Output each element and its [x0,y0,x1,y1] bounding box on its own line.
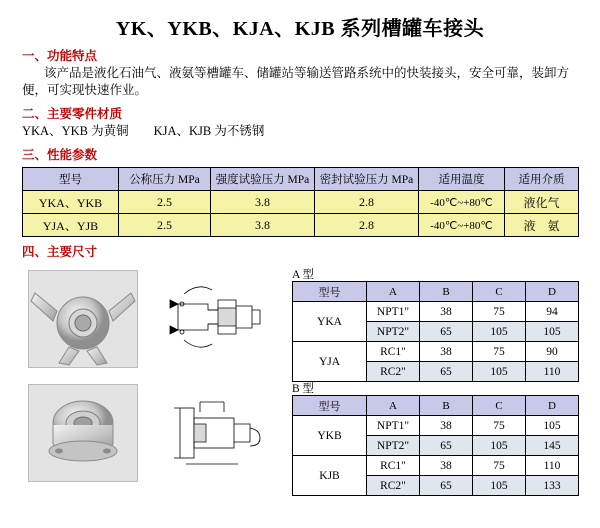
col-header-c: C [473,282,526,302]
cell-temperature: -40℃~+80℃ [419,191,505,214]
cell-model: YJA [293,342,367,382]
dimension-table-b [292,395,579,496]
cell-a: NPT1" [367,302,420,322]
page-title: YK、YKB、KJA、KJB 系列槽罐车接头 [115,18,485,40]
table-row [293,456,579,476]
coupling-photo-a-graphic [29,271,137,367]
cell-nominal-pressure: 2.5 [119,214,211,237]
col-header-model: 型号 [23,168,119,191]
col-header-c: C [473,396,526,416]
col-header-d: D [526,396,579,416]
cell-b: 38 [420,342,473,362]
type-label-b: B 型 [292,383,315,395]
col-header-a: A [367,396,420,416]
cell-c: 105 [473,362,526,382]
dimension-block-a [0,266,600,378]
col-header-a: A [367,282,420,302]
table-row [23,214,579,237]
cell-medium: 液化气 [505,191,579,214]
cell-b: 65 [420,362,473,382]
cell-a: NPT2" [367,436,420,456]
col-header-d: D [526,282,579,302]
cell-a: NPT2" [367,322,420,342]
cell-b: 38 [420,302,473,322]
section-heading-features: 一、功能特点 [22,49,98,63]
cell-c: 75 [473,456,526,476]
col-header-nominal-pressure: 公称压力 MPa [119,168,211,191]
technical-drawing-a [160,270,268,366]
table-header-row [293,282,579,302]
cell-b: 65 [420,322,473,342]
section-body-features: 该产品是液化石油气、液氨等槽罐车、储罐站等输送管路系统中的快装接头，安全可靠，装卸方便，可实现快速作业。 [22,66,570,97]
document-page [0,12,600,528]
cell-strength-test: 3.8 [211,214,315,237]
col-header-b: B [420,282,473,302]
product-photo-a [28,270,138,368]
table-header-row [293,396,579,416]
cell-a: RC1" [367,456,420,476]
cell-a: RC1" [367,342,420,362]
cell-c: 105 [473,476,526,496]
cell-model: YKA、YKB [23,191,119,214]
cell-seal-test: 2.8 [315,191,419,214]
cell-a: RC2" [367,476,420,496]
type-label-a: A 型 [292,269,315,281]
cell-c: 75 [473,342,526,362]
cell-d: 110 [526,362,579,382]
table-row [23,191,579,214]
section-heading-dimensions: 四、主要尺寸 [22,245,98,259]
col-header-strength-test: 强度试验压力 MPa [211,168,315,191]
cell-b: 65 [420,476,473,496]
cell-d: 105 [526,322,579,342]
col-header-medium: 适用介质 [505,168,579,191]
cell-c: 105 [473,436,526,456]
cell-b: 65 [420,436,473,456]
spec-table-wrapper [22,167,600,237]
table-row [293,302,579,322]
cell-b: 38 [420,456,473,476]
coupling-photo-b-graphic [29,385,137,481]
cell-seal-test: 2.8 [315,214,419,237]
cell-b: 38 [420,416,473,436]
cell-model: YKB [293,416,367,456]
section-body-material: YKA、YKB 为黄铜 KJA、KJB 为不锈钢 [22,124,265,138]
cell-c: 75 [473,302,526,322]
section-heading-material: 二、主要零件材质 [22,107,123,121]
cell-medium: 液 氨 [505,214,579,237]
table-row [293,342,579,362]
cell-d: 105 [526,416,579,436]
col-header-model: 型号 [293,282,367,302]
performance-spec-table [22,167,579,237]
cell-a: NPT1" [367,416,420,436]
cell-nominal-pressure: 2.5 [119,191,211,214]
table-row [293,416,579,436]
col-header-seal-test: 密封试验压力 MPa [315,168,419,191]
cell-d: 90 [526,342,579,362]
cell-d: 110 [526,456,579,476]
coupling-drawing-b-graphic [160,384,268,480]
cell-model: YJA、YJB [23,214,119,237]
technical-drawing-b [160,384,268,480]
cell-c: 75 [473,416,526,436]
cell-c: 105 [473,322,526,342]
cell-strength-test: 3.8 [211,191,315,214]
col-header-b: B [420,396,473,416]
section-heading-performance: 三、性能参数 [22,148,98,162]
cell-d: 133 [526,476,579,496]
dimension-table-a [292,281,579,382]
dimension-area [0,266,600,490]
cell-d: 145 [526,436,579,456]
cell-model: KJB [293,456,367,496]
cell-temperature: -40℃~+80℃ [419,214,505,237]
product-photo-b [28,384,138,482]
col-header-model: 型号 [293,396,367,416]
dimension-block-b [0,378,600,490]
cell-model: YKA [293,302,367,342]
table-header-row [23,168,579,191]
coupling-drawing-a-graphic [160,270,268,366]
col-header-temperature: 适用温度 [419,168,505,191]
cell-d: 94 [526,302,579,322]
cell-a: RC2" [367,362,420,382]
